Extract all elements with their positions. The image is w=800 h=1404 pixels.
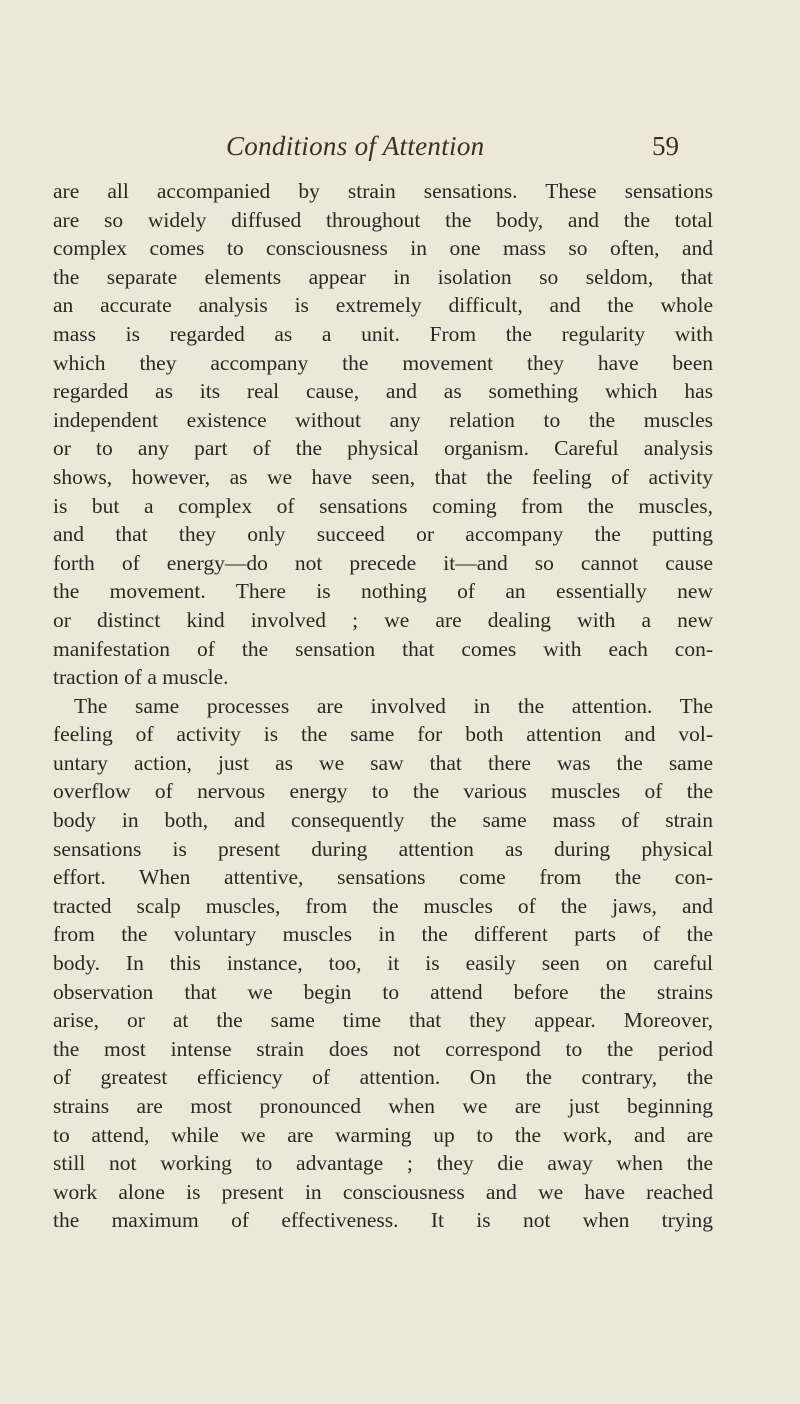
text-line: the separate elements appear in isolation so seldom, that xyxy=(53,264,713,289)
text-line: from the voluntary muscles in the different parts of the xyxy=(53,922,713,947)
text-line: independent existence without any relation to the muscles xyxy=(53,407,713,432)
text-line: which they accompany the movement they have been xyxy=(53,350,713,375)
text-line: complex comes to consciousness in one mass so often, and xyxy=(53,236,713,261)
text-line: body in both, and consequently the same mass of strain xyxy=(53,808,713,833)
text-line: untary action, just as we saw that there was the same xyxy=(53,750,713,775)
text-line: tracted scalp muscles, from the muscles of the jaws, and xyxy=(53,893,713,918)
text-line: arise, or at the same time that they appear. Moreover, xyxy=(53,1008,713,1033)
text-line: forth of energy—do not precede it—and so cannot cause xyxy=(53,550,713,575)
text-line: are all accompanied by strain sensations. These sensations xyxy=(53,179,713,203)
text-line: are so widely diffused throughout the body, and the total xyxy=(53,207,713,232)
text-line: effort. When attentive, sensations come from the con- xyxy=(53,865,713,890)
text-line: work alone is present in consciousness and we have reached xyxy=(53,1179,713,1204)
text-line: traction of a muscle. xyxy=(53,665,229,690)
text-line: regarded as its real cause, and as something which has xyxy=(53,379,713,404)
text-line: The same processes are involved in the attention. The xyxy=(74,693,713,718)
running-head xyxy=(226,126,686,166)
text-line: is but a complex of sensations coming from the muscles, xyxy=(53,493,713,518)
text-line: mass is regarded as a unit. From the regularity with xyxy=(53,321,713,346)
text-line: overflow of nervous energy to the various muscles of the xyxy=(53,779,713,804)
text-line: body. In this instance, too, it is easily seen on careful xyxy=(53,951,713,976)
text-line: the maximum of effectiveness. It is not when trying xyxy=(53,1208,713,1233)
text-line: the movement. There is nothing of an essentially new xyxy=(53,579,713,604)
text-line: observation that we begin to attend before the strains xyxy=(53,979,713,1004)
text-line: and that they only succeed or accompany the putting xyxy=(53,522,713,547)
text-line: or distinct kind involved ; we are dealing with a new xyxy=(53,607,713,632)
text-line: to attend, while we are warming up to the work, and are xyxy=(53,1122,713,1147)
text-line: shows, however, as we have seen, that the feeling of activity xyxy=(53,464,713,489)
body-text xyxy=(53,177,713,1235)
chapter-title: Conditions of Attention xyxy=(226,131,485,161)
text-line: sensations is present during attention as during physical xyxy=(53,836,713,861)
text-line: of greatest efficiency of attention. On the contrary, the xyxy=(53,1065,713,1090)
text-line: manifestation of the sensation that comes with each con- xyxy=(53,636,713,661)
page-number: 59 xyxy=(652,131,679,161)
text-line: strains are most pronounced when we are just beginning xyxy=(53,1094,713,1118)
text-line: or to any part of the physical organism. Careful analysis xyxy=(53,436,713,461)
text-line: an accurate analysis is extremely difficult, and the whole xyxy=(53,293,713,318)
text-line: the most intense strain does not correspond to the period xyxy=(53,1036,713,1061)
text-line: feeling of activity is the same for both attention and vol- xyxy=(53,722,713,747)
text-line: still not working to advantage ; they die away when the xyxy=(53,1151,713,1176)
